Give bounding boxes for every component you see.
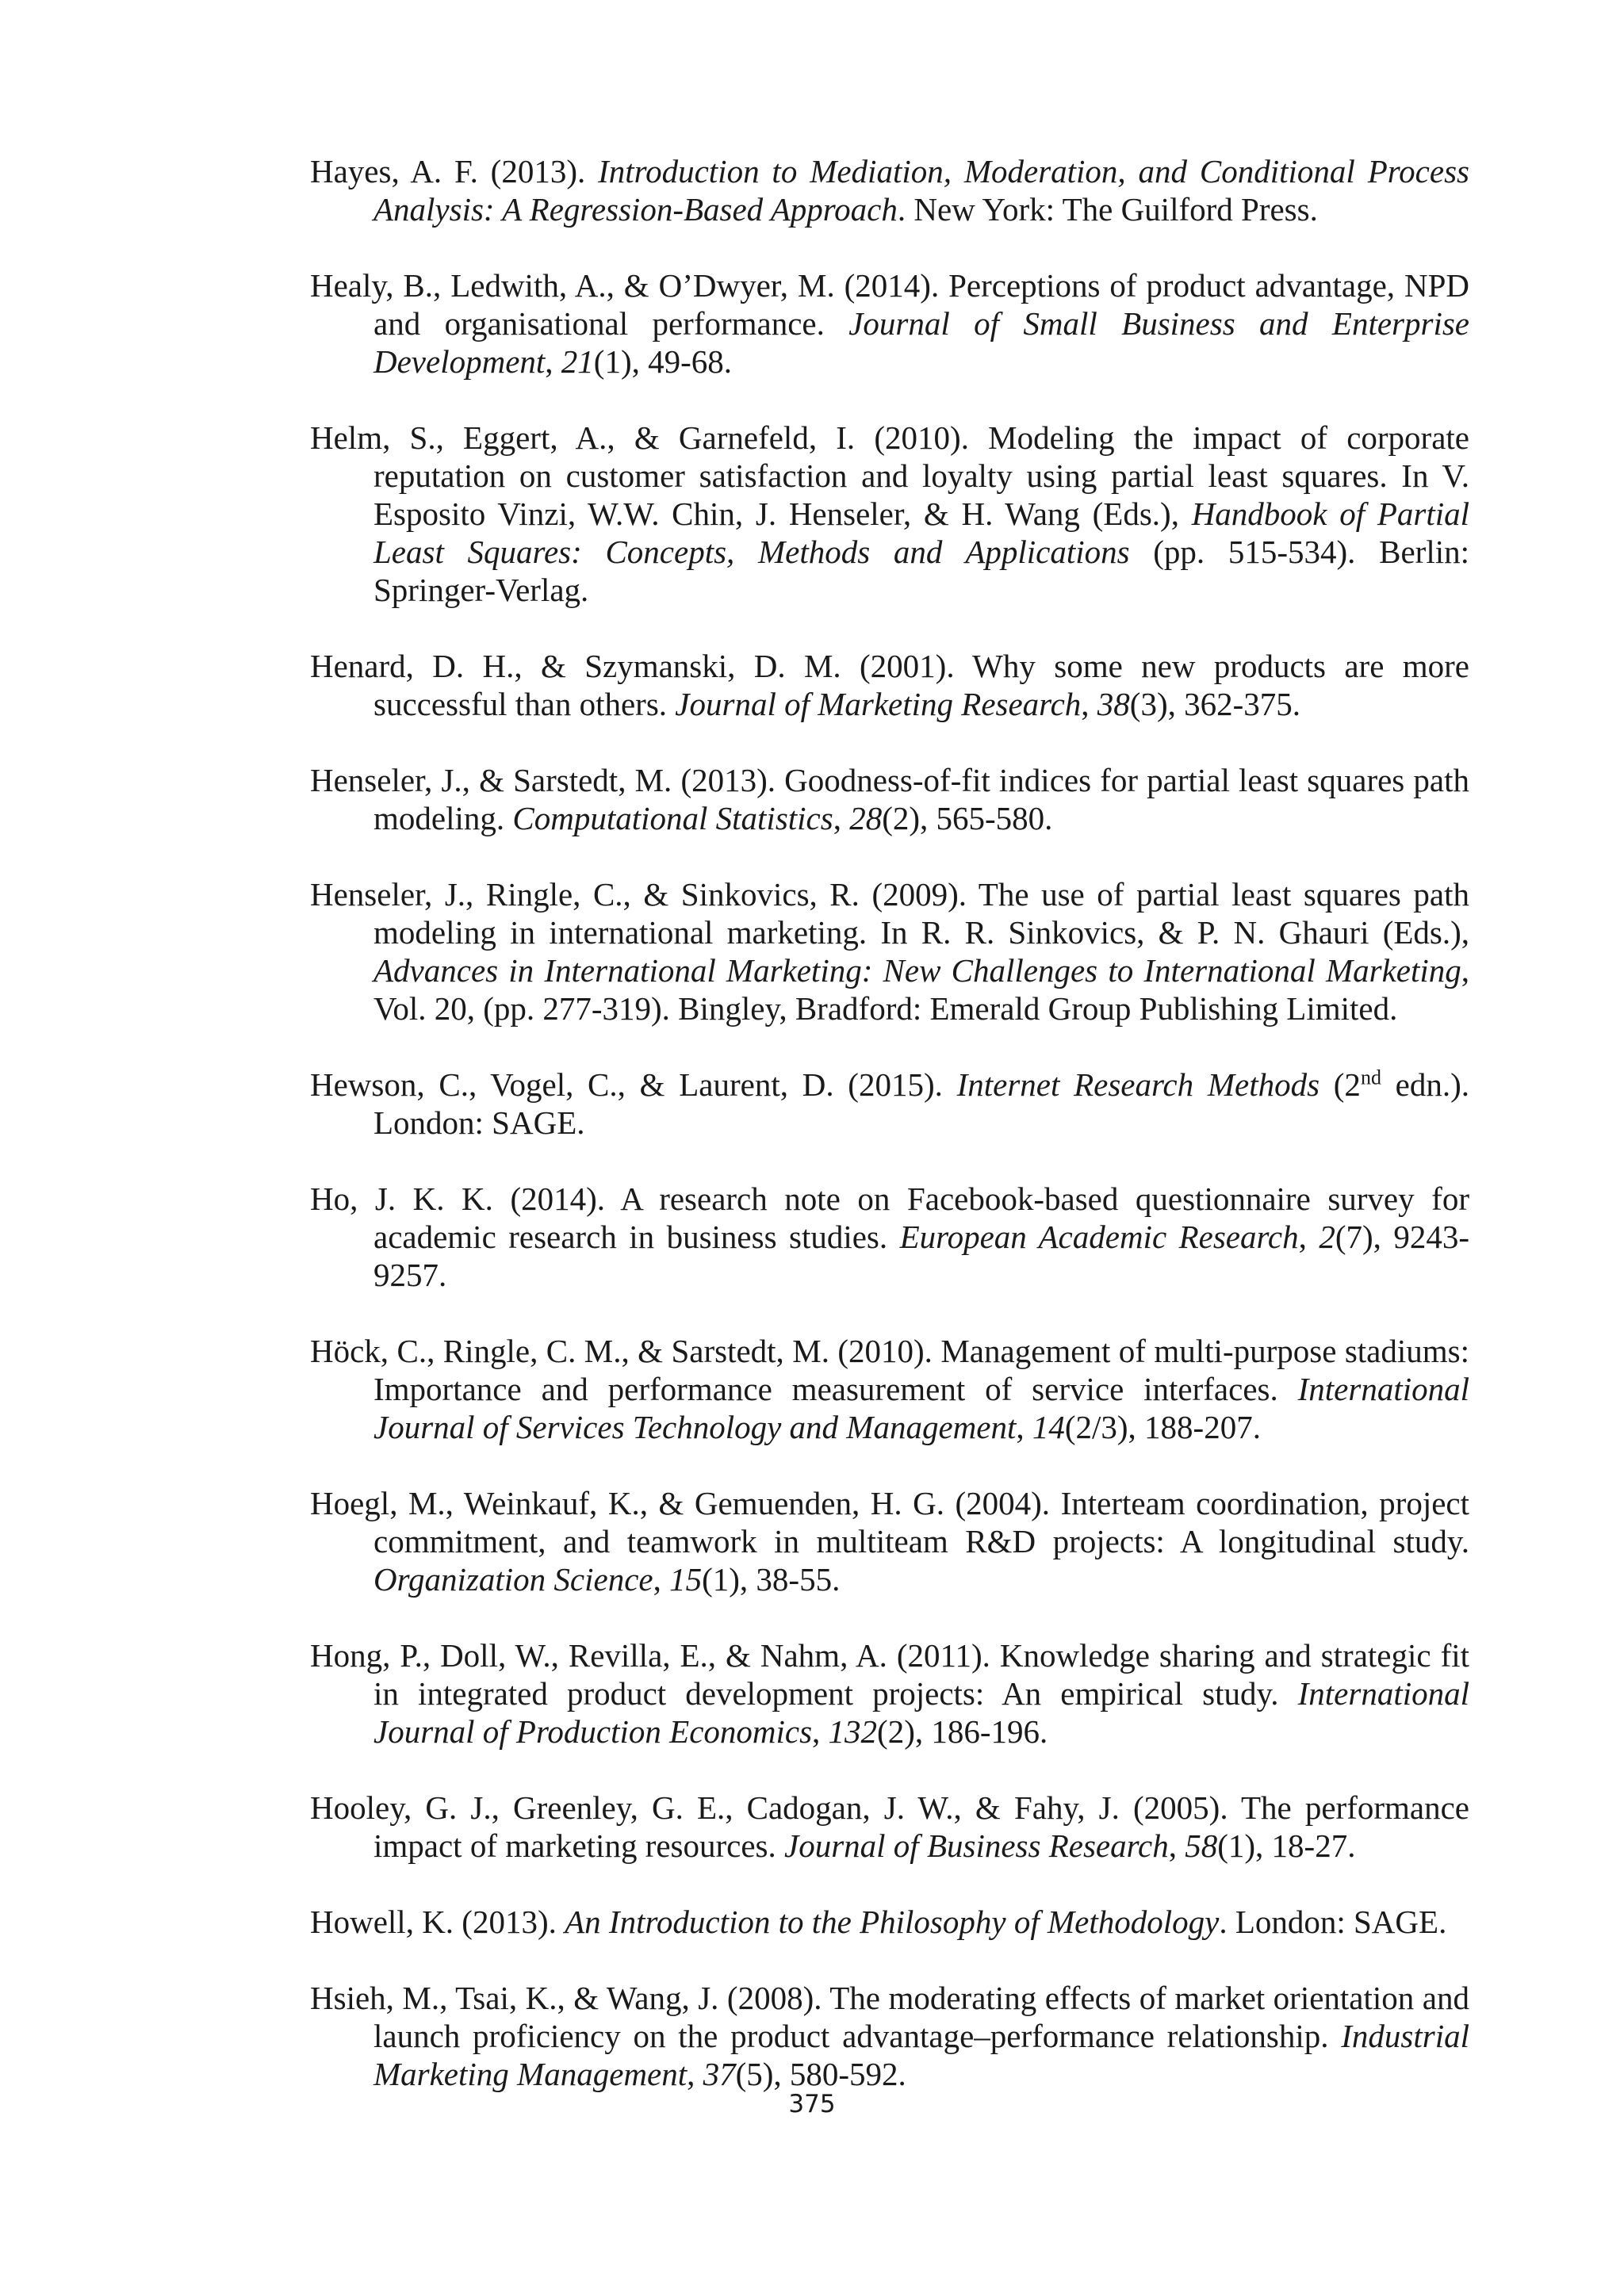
reference-entry xyxy=(310,1066,1469,1142)
reference-separator: , xyxy=(833,800,850,836)
reference-tail-2: edn.). London: SAGE. xyxy=(373,1066,1470,1141)
reference-lead: Healy, B., Ledwith, A., & O’Dwyer, M. (2014). Perceptions of product advantage, NPD and organisational performance. xyxy=(310,267,1469,342)
journal-title: International Journal of Services Technology and Management xyxy=(373,1371,1469,1445)
reference-lead: Howell, K. (2013). xyxy=(310,1904,565,1940)
reference-separator: , xyxy=(1298,1219,1320,1255)
reference-entry xyxy=(310,1332,1469,1446)
reference-entry xyxy=(310,875,1469,1027)
journal-volume: 14 xyxy=(1032,1409,1065,1445)
reference-separator: , xyxy=(545,343,561,380)
reference-entry xyxy=(310,1484,1469,1598)
journal-volume: 28 xyxy=(849,800,883,836)
edition-superscript: nd xyxy=(1360,1066,1381,1089)
journal-volume: 37 xyxy=(703,2056,736,2092)
reference-tail: (1), 18-27. xyxy=(1217,1827,1356,1864)
reference-tail: (3), 362-375. xyxy=(1129,686,1301,722)
reference-separator: , xyxy=(812,1713,829,1750)
journal-volume: 58 xyxy=(1185,1827,1218,1864)
journal-title: European Academic Research xyxy=(899,1219,1299,1255)
journal-title: Organization Science xyxy=(373,1561,653,1598)
reference-tail: . New York: The Guilford Press. xyxy=(897,191,1318,228)
reference-tail: (5), 580-592. xyxy=(735,2056,906,2092)
journal-volume: 132 xyxy=(828,1713,878,1750)
reference-lead: Henseler, J., Ringle, C., & Sinkovics, R. (2009). The use of partial least squares path modeling in international marketing. In R. R. Sinkovics, & P. N. Ghauri (Eds.), xyxy=(310,876,1469,951)
reference-tail: (2), 565-580. xyxy=(882,800,1053,836)
journal-volume: 21 xyxy=(561,343,594,380)
journal-volume: 15 xyxy=(669,1561,703,1598)
reference-entry xyxy=(310,647,1469,723)
reference-tail: (1), 38-55. xyxy=(702,1561,841,1598)
page-number: 375 xyxy=(788,2090,836,2118)
reference-tail: , Vol. 20, (pp. 277-319). Bingley, Bradford: Emerald Group Publishing Limited. xyxy=(373,952,1469,1027)
book-title: An Introduction to the Philosophy of Methodology xyxy=(565,1904,1220,1940)
book-title: Internet Research Methods xyxy=(956,1066,1320,1103)
book-title: Handbook of Partial Least Squares: Concepts, Methods and Applications xyxy=(373,496,1470,570)
reference-tail: (7), 9243-9257. xyxy=(373,1219,1470,1293)
reference-entry xyxy=(310,1636,1469,1751)
journal-title: International Journal of Production Economics xyxy=(373,1675,1469,1750)
journal-volume: 38 xyxy=(1097,686,1130,722)
reference-separator: , xyxy=(1168,1827,1185,1864)
reference-lead: Hoegl, M., Weinkauf, K., & Gemuenden, H. G. (2004). Interteam coordination, project commitment, and teamwork in multiteam R&D projects: A longitudinal study. xyxy=(310,1485,1469,1559)
journal-title: Industrial Marketing Management xyxy=(373,2018,1469,2092)
reference-tail: . London: SAGE. xyxy=(1219,1904,1447,1940)
reference-lead: Hewson, C., Vogel, C., & Laurent, D. (2015). xyxy=(310,1066,957,1103)
reference-tail: (pp. 515-534). Berlin: Springer-Verlag. xyxy=(373,534,1469,608)
reference-lead: Hsieh, M., Tsai, K., & Wang, J. (2008). The moderating effects of market orientation and launch proficiency on the product advantage–performance relationship. xyxy=(310,1980,1469,2054)
reference-lead: Henseler, J., & Sarstedt, M. (2013). Goodness-of-fit indices for partial least squares path modeling. xyxy=(310,762,1469,836)
reference-tail: (2/3), 188-207. xyxy=(1064,1409,1261,1445)
reference-entry xyxy=(310,266,1469,381)
reference-lead: Helm, S., Eggert, A., & Garnefeld, I. (2010). Modeling the impact of corporate reputation on customer satisfaction and loyalty using partial least squares. In V. Esposito Vinzi, W.W. Chin, J. Henseler, & H. Wang (Eds.), xyxy=(310,419,1469,532)
reference-list xyxy=(310,152,1469,2093)
reference-entry xyxy=(310,152,1469,228)
reference-separator: , xyxy=(1081,686,1097,722)
reference-lead: Henard, D. H., & Szymanski, D. M. (2001). Why some new products are more successful than others. xyxy=(310,648,1469,722)
reference-lead: Hayes, A. F. (2013). xyxy=(310,153,599,189)
book-title: Advances in International Marketing: New Challenges to International Marketing xyxy=(373,952,1461,989)
reference-separator: , xyxy=(687,2056,703,2092)
reference-entry xyxy=(310,1903,1469,1941)
reference-separator: , xyxy=(1016,1409,1032,1445)
reference-lead: Ho, J. K. K. (2014). A research note on Facebook-based questionnaire survey for academic research in business studies. xyxy=(310,1181,1469,1255)
reference-tail: (1), 49-68. xyxy=(593,343,733,380)
reference-entry xyxy=(310,761,1469,837)
reference-separator: , xyxy=(653,1561,670,1598)
journal-title: Journal of Small Business and Enterprise Development xyxy=(373,305,1469,380)
book-title: Introduction to Mediation, Moderation, and Conditional Process Analysis: A Regression-Based Approach xyxy=(373,153,1469,228)
reference-entry xyxy=(310,419,1469,609)
reference-lead: Hong, P., Doll, W., Revilla, E., & Nahm, A. (2011). Knowledge sharing and strategic fit in integrated product development projects: An empirical study. xyxy=(310,1637,1469,1712)
reference-lead: Hooley, G. J., Greenley, G. E., Cadogan, J. W., & Fahy, J. (2005). The performance impact of marketing resources. xyxy=(310,1789,1469,1864)
reference-lead: Höck, C., Ringle, C. M., & Sarstedt, M. (2010). Management of multi-purpose stadiums: Importance and performance measurement of service interfaces. xyxy=(310,1333,1469,1407)
journal-title: Computational Statistics xyxy=(512,800,833,836)
reference-tail: (2), 186-196. xyxy=(877,1713,1048,1750)
reference-entry xyxy=(310,1180,1469,1294)
journal-title: Journal of Business Research xyxy=(784,1827,1169,1864)
reference-entry xyxy=(310,1979,1469,2093)
reference-tail: (2 xyxy=(1320,1066,1361,1103)
reference-entry xyxy=(310,1789,1469,1865)
journal-volume: 2 xyxy=(1319,1219,1335,1255)
journal-title: Journal of Marketing Research xyxy=(675,686,1082,722)
